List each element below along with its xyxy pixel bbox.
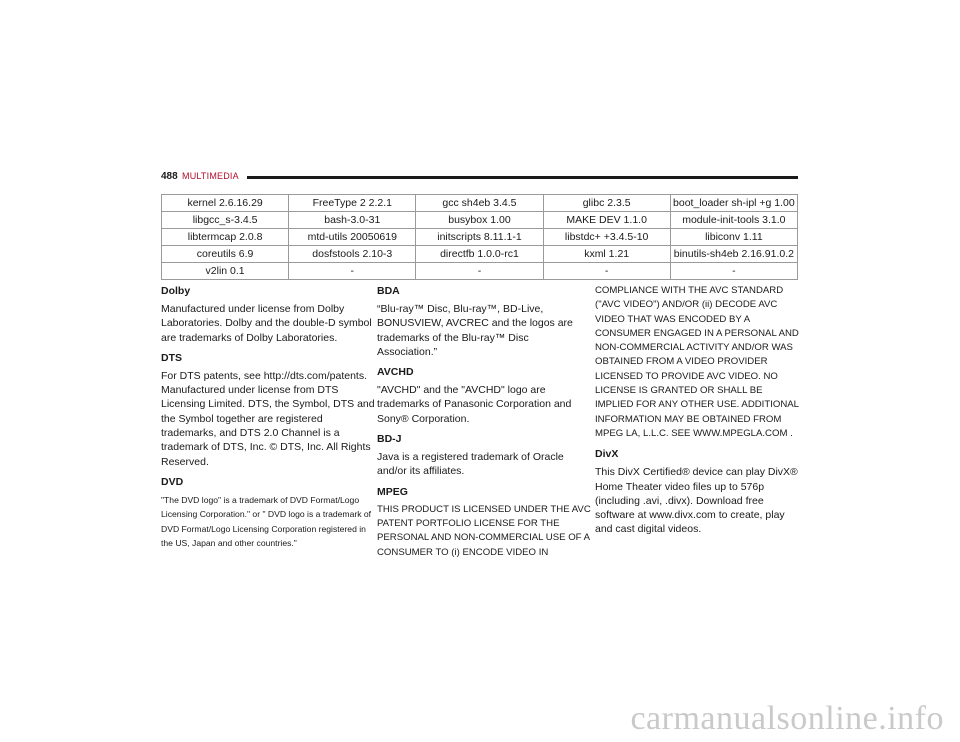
table-row [162, 212, 798, 229]
table-cell: FreeType 2 2.2.1 [289, 195, 416, 212]
table-cell: libstdc+ +3.4.5-10 [543, 229, 670, 246]
mpeg-heading: MPEG [377, 485, 408, 498]
table-cell: - [543, 263, 670, 280]
table-cell: dosfstools 2.10-3 [289, 246, 416, 263]
bda-heading: BDA [377, 285, 400, 297]
table-cell: binutils-sh4eb 2.16.91.0.2 [670, 246, 797, 263]
bda-text: “Blu-ray™ Disc, Blu-ray™, BD-Live, BONUSVIEW, AVCREC and the logos are trademarks of the Blu-ray™ Disc Association.” [377, 303, 573, 358]
table-cell: MAKE DEV 1.1.0 [543, 212, 670, 229]
table-cell: - [670, 263, 797, 280]
dvd-heading: DVD [161, 475, 184, 488]
avchd-heading: AVCHD [377, 366, 414, 379]
table-cell: mtd-utils 20050619 [289, 229, 416, 246]
divx-heading: DivX [595, 448, 619, 461]
table-cell: libgcc_s-3.4.5 [162, 212, 289, 229]
table-cell: boot_loader sh-ipl +g 1.00 [670, 195, 797, 212]
table-row [162, 263, 798, 280]
dts-heading: DTS [161, 351, 182, 364]
page-number: 488 [161, 171, 178, 182]
column-right [595, 284, 800, 543]
table-cell: coreutils 6.9 [162, 246, 289, 263]
license-table [161, 194, 798, 280]
table-cell: module-init-tools 3.1.0 [670, 212, 797, 229]
dvd-text: "The DVD logo" is a trademark of DVD Format/Logo Licensing Corporation." or " DVD logo is a trademark of DVD Format/Logo Licensing Corporation registered in the US, Japan and other countries." [161, 494, 372, 548]
table-cell: initscripts 8.11.1-1 [416, 229, 543, 246]
table-row [162, 246, 798, 263]
section-title: MULTIMEDIA [182, 171, 239, 181]
table-cell: gcc sh4eb 3.4.5 [416, 195, 543, 212]
table-cell: busybox 1.00 [416, 212, 543, 229]
watermark-text: carmanualsonline.info [630, 700, 944, 737]
table-row [162, 229, 798, 246]
table-cell: libiconv 1.11 [670, 229, 797, 246]
column-left [161, 284, 375, 556]
table-cell: glibc 2.3.5 [543, 195, 670, 212]
table-cell: kernel 2.6.16.29 [162, 195, 289, 212]
mpeg-text-part2: COMPLIANCE WITH THE AVC STANDARD ("AVC VIDEO") AND/OR (ii) DECODE AVC VIDEO THAT WAS ENCODED BY A CONSUMER ENGAGED IN A PERSONAL AND NON-COMMERCIAL ACTIVITY AND/OR WAS OBTAINED FROM A VIDEO PROVIDER LICENSED TO PROVIDE AVC VIDEO. NO LICENSE IS GRANTED OR SHALL BE IMPLIED FOR ANY OTHER USE. ADDITIONAL INFORMATION MAY BE OBTAINED FROM MPEG LA, L.L.C. SEE WWW.MPEGLA.COM . [595, 285, 799, 439]
column-middle [377, 284, 591, 566]
header-rule [247, 176, 798, 179]
table-row [162, 195, 798, 212]
page-header [161, 171, 798, 187]
bdj-heading: BD-J [377, 433, 402, 446]
mpeg-text-part1: THIS PRODUCT IS LICENSED UNDER THE AVC PATENT PORTFOLIO LICENSE FOR THE PERSONAL AND NON-COMMERCIAL USE OF A CONSUMER TO (i) ENCODE VIDEO IN [377, 503, 591, 558]
divx-text: This DivX Certified® device can play DivX® Home Theater video files up to 576p (including .avi, .divx). Download free software at www.divx.com to create, play and cast digital videos. [595, 466, 798, 536]
table-cell: libtermcap 2.0.8 [162, 229, 289, 246]
license-table-body [162, 195, 798, 280]
dolby-text: Manufactured under license from Dolby Laboratories. Dolby and the double-D symbol are trademarks of Dolby Laboratories. [161, 303, 372, 344]
table-cell: kxml 1.21 [543, 246, 670, 263]
dts-text: For DTS patents, see http://dts.com/patents. Manufactured under license from DTS Licensing Limited. DTS, the Symbol, DTS and the Symbol together are registered trademarks, and DTS 2.0 Channel is a trademark of DTS, Inc. © DTS, Inc. All Rights Reserved. [161, 369, 375, 468]
table-cell: directfb 1.0.0-rc1 [416, 246, 543, 263]
bdj-text: Java is a registered trademark of Oracle and/or its affiliates. [377, 451, 564, 478]
table-cell: - [416, 263, 543, 280]
avchd-text: "AVCHD" and the "AVCHD" logo are trademarks of Panasonic Corporation and Sony® Corporation. [377, 384, 572, 425]
table-cell: - [289, 263, 416, 280]
dolby-heading: Dolby [161, 285, 191, 297]
table-cell: bash-3.0-31 [289, 212, 416, 229]
table-cell: v2lin 0.1 [162, 263, 289, 280]
